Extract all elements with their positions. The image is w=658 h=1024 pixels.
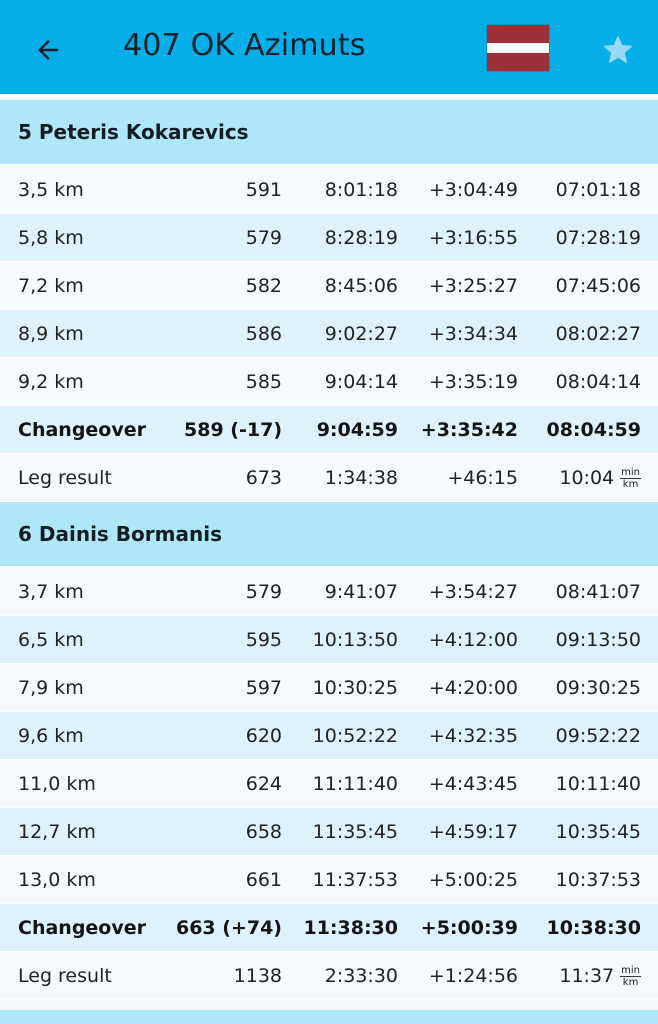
split-clock: 10:11:40 xyxy=(555,773,641,795)
split-diff: +4:59:17 xyxy=(428,821,518,843)
split-place: 585 xyxy=(245,371,282,393)
split-clock: 08:02:27 xyxy=(555,323,641,345)
split-place: 579 xyxy=(245,581,282,603)
split-row[interactable] xyxy=(0,310,658,358)
split-row[interactable] xyxy=(0,712,658,760)
split-label: 12,7 km xyxy=(18,821,96,843)
split-label: 7,9 km xyxy=(18,677,84,699)
split-diff: +46:15 xyxy=(447,467,518,489)
split-diff: +1:24:56 xyxy=(428,965,518,987)
split-time: 9:41:07 xyxy=(324,581,398,603)
split-diff: +4:20:00 xyxy=(428,677,518,699)
split-time: 9:02:27 xyxy=(324,323,398,345)
split-row[interactable] xyxy=(0,808,658,856)
next-section-header xyxy=(0,1010,658,1024)
star-icon xyxy=(600,32,636,68)
split-diff: +3:04:49 xyxy=(428,179,518,201)
split-time: 11:38:30 xyxy=(303,917,398,939)
split-place: 582 xyxy=(245,275,282,297)
split-row[interactable] xyxy=(0,262,658,310)
split-clock: 08:04:59 xyxy=(546,419,641,441)
split-time: 8:01:18 xyxy=(324,179,398,201)
split-time: 11:35:45 xyxy=(312,821,398,843)
split-label: 3,7 km xyxy=(18,581,84,603)
split-place: 591 xyxy=(245,179,282,201)
app-bar xyxy=(0,0,658,97)
split-clock: 09:52:22 xyxy=(555,725,641,747)
split-row[interactable] xyxy=(0,358,658,406)
leg-pace xyxy=(559,952,641,1000)
arrow-left-icon xyxy=(33,35,63,65)
split-clock: 10:38:30 xyxy=(546,917,641,939)
split-diff: +5:00:25 xyxy=(428,869,518,891)
split-label: 8,9 km xyxy=(18,323,84,345)
changeover-row[interactable] xyxy=(0,904,658,952)
page-title: 407 OK Azimuts xyxy=(123,28,366,63)
split-row[interactable] xyxy=(0,664,658,712)
split-clock: 09:30:25 xyxy=(555,677,641,699)
split-clock: 07:45:06 xyxy=(555,275,641,297)
split-place: 1138 xyxy=(233,965,282,987)
pace-unit: $\frac{\min}{km}$ xyxy=(621,466,640,490)
split-place: 579 xyxy=(245,227,282,249)
split-clock: 08:04:14 xyxy=(555,371,641,393)
split-diff: +3:25:27 xyxy=(428,275,518,297)
split-diff: +4:43:45 xyxy=(428,773,518,795)
leg-result-row[interactable] xyxy=(0,952,658,1000)
split-time: 8:28:19 xyxy=(324,227,398,249)
split-time: 1:34:38 xyxy=(324,467,398,489)
latvia-flag xyxy=(487,25,549,71)
split-place: 658 xyxy=(245,821,282,843)
favorite-button[interactable] xyxy=(598,30,638,70)
split-row[interactable] xyxy=(0,214,658,262)
split-row[interactable] xyxy=(0,760,658,808)
splits-list xyxy=(0,100,658,1000)
split-diff: +3:35:42 xyxy=(420,419,518,441)
split-place: 595 xyxy=(245,629,282,651)
split-label: Leg result xyxy=(18,965,112,987)
split-diff: +4:12:00 xyxy=(428,629,518,651)
split-time: 8:45:06 xyxy=(324,275,398,297)
runner-header[interactable]: 5 Peteris Kokarevics xyxy=(0,100,658,166)
split-time: 10:30:25 xyxy=(312,677,398,699)
split-place: 586 xyxy=(245,323,282,345)
split-clock: 07:01:18 xyxy=(555,179,641,201)
split-place: 673 xyxy=(245,467,282,489)
split-place: 597 xyxy=(245,677,282,699)
split-clock: 07:28:19 xyxy=(555,227,641,249)
split-time: 9:04:59 xyxy=(316,419,398,441)
back-button[interactable] xyxy=(28,30,68,70)
split-label: 9,6 km xyxy=(18,725,84,747)
split-time: 10:52:22 xyxy=(312,725,398,747)
split-label: Changeover xyxy=(18,917,146,939)
split-time: 2:33:30 xyxy=(324,965,398,987)
split-label: 9,2 km xyxy=(18,371,84,393)
leg-result-row[interactable] xyxy=(0,454,658,502)
split-label: 7,2 km xyxy=(18,275,84,297)
split-diff: +3:34:34 xyxy=(428,323,518,345)
pace-unit: $\frac{\min}{km}$ xyxy=(621,964,640,988)
split-place: 620 xyxy=(245,725,282,747)
split-row[interactable] xyxy=(0,616,658,664)
split-diff: +3:35:19 xyxy=(428,371,518,393)
split-time: 11:11:40 xyxy=(312,773,398,795)
split-diff: +3:16:55 xyxy=(428,227,518,249)
split-label: 11,0 km xyxy=(18,773,96,795)
split-clock: 08:41:07 xyxy=(555,581,641,603)
split-label: 3,5 km xyxy=(18,179,84,201)
split-label: Changeover xyxy=(18,419,146,441)
split-clock: 09:13:50 xyxy=(555,629,641,651)
split-label: 5,8 km xyxy=(18,227,84,249)
split-clock: 10:37:53 xyxy=(555,869,641,891)
split-row[interactable] xyxy=(0,166,658,214)
split-label: 13,0 km xyxy=(18,869,96,891)
split-row[interactable] xyxy=(0,568,658,616)
split-place: 661 xyxy=(245,869,282,891)
runner-header[interactable]: 6 Dainis Bormanis xyxy=(0,502,658,568)
split-place: 624 xyxy=(245,773,282,795)
pace-value: 11:37 xyxy=(559,965,615,987)
split-diff: +3:54:27 xyxy=(428,581,518,603)
changeover-row[interactable] xyxy=(0,406,658,454)
split-label: 6,5 km xyxy=(18,629,84,651)
split-clock: 10:35:45 xyxy=(555,821,641,843)
split-time: 9:04:14 xyxy=(324,371,398,393)
split-place: 663 (+74) xyxy=(175,917,282,939)
split-label: Leg result xyxy=(18,467,112,489)
split-place: 589 (-17) xyxy=(184,419,282,441)
split-diff: +4:32:35 xyxy=(428,725,518,747)
split-diff: +5:00:39 xyxy=(420,917,518,939)
leg-pace xyxy=(559,454,641,502)
split-row[interactable] xyxy=(0,856,658,904)
pace-value: 10:04 xyxy=(559,467,615,489)
split-time: 11:37:53 xyxy=(312,869,398,891)
split-time: 10:13:50 xyxy=(312,629,398,651)
